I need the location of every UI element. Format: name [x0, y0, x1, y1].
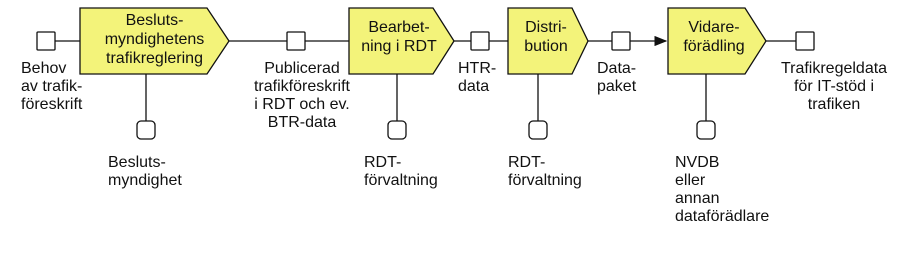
flow-square-5 [796, 32, 814, 50]
flow-square-3 [471, 32, 489, 50]
actor-square-4 [697, 121, 715, 139]
flow-square-1 [37, 32, 55, 50]
flow-square-4 [612, 32, 630, 50]
actor-square-2 [388, 121, 406, 139]
process-label-3: Distri- bution [524, 19, 568, 55]
actor-label-beslutsmyndighet: Besluts- myndighet [108, 154, 182, 189]
flow-label-datapaket: Data- paket [597, 60, 637, 95]
actor-square-3 [529, 121, 547, 139]
actor-label-rdt-forvaltning-2: RDT- förvaltning [508, 154, 582, 189]
flow-label-behov: Behov av trafik- föreskrift [21, 60, 83, 113]
flow-label-htr-data: HTR- data [458, 60, 497, 95]
flow-label-trafikregeldata: Trafikregeldata för IT-stöd i trafiken [780, 60, 888, 113]
flow-label-publicerad: Publicerad trafikföreskrift i RDT och ev. BTR-data [253, 60, 350, 131]
actor-label-rdt-forvaltning-1: RDT- förvaltning [364, 154, 438, 189]
actor-squares [137, 121, 715, 139]
actor-square-1 [137, 121, 155, 139]
process-label-4: Vidare- förädling [683, 19, 745, 55]
process-label-1: Besluts- myndighetens trafikreglering [104, 12, 205, 67]
flow-square-2 [287, 32, 305, 50]
process-label-2: Bearbet- ning i RDT [361, 19, 437, 55]
actor-label-nvdb: NVDB eller annan dataförädlare [675, 154, 770, 225]
